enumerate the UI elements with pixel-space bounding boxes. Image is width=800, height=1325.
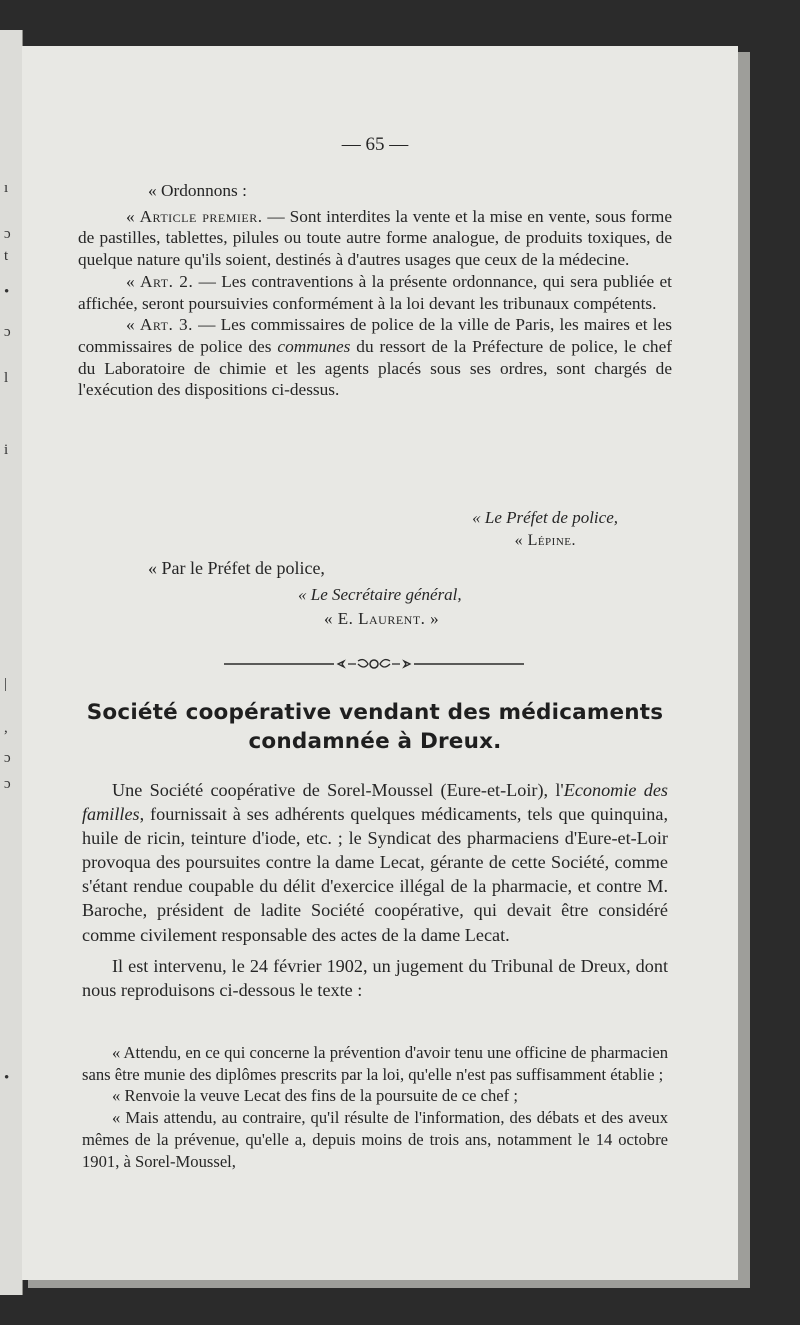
secretaire-signature-name: « E. Laurent. » <box>324 609 440 628</box>
adjacent-page-fragment: ɔ <box>4 324 11 340</box>
adjacent-page-fragment: ɔ <box>4 776 11 792</box>
article-3-text-italic: communes <box>277 336 351 356</box>
secretaire-signature-title: « Le Secrétaire général, <box>298 585 462 604</box>
body-p1-italic: Economie des familles <box>82 780 669 825</box>
article-1-label: « Article premier. <box>126 206 263 226</box>
adjacent-page-fragment: , <box>4 720 8 736</box>
body-paragraph-1 <box>82 778 668 947</box>
body-p1-text-a: Une Société coopérative de Sorel-Moussel (Eure-et-Loir), l' <box>112 780 564 800</box>
article-2-label: « Art. 2. <box>126 271 194 291</box>
article-body <box>82 778 668 1002</box>
quote-paragraph-1: « Attendu, en ce qui concerne la prévention d'avoir tenu une officine de pharmacien sans être munie des diplômes prescrits par la loi, qu'elle n'est pas suffisamment établie ; <box>82 1043 668 1084</box>
article-3-text-a: — Les commissaires de police de la ville de Paris, les maires et les commissaires de police des <box>78 315 672 356</box>
article-2-text: — Les contraventions à la présente ordonnance, qui sera publiée et affichée, seront poursuivies conformément à la loi devant les tribunaux compétents. <box>78 271 672 313</box>
article-3-label: « Art. 3. <box>126 315 193 335</box>
prefet-signature-name: « Lépine. <box>514 532 576 549</box>
ornamental-separator <box>224 654 524 674</box>
book-page <box>22 46 738 1280</box>
adjacent-page-fragment: ı <box>4 180 9 196</box>
ordinance-text <box>78 180 672 401</box>
heading-line-1: Société coopérative vendant des médicaments <box>86 700 664 725</box>
par-le-prefet-line: « Par le Préfet de police, <box>148 558 325 578</box>
adjacent-page-fragment: t <box>4 248 9 264</box>
ordinance-article-1 <box>78 206 672 271</box>
prefet-signature-title: « Le Préfet de police, <box>472 508 618 527</box>
heading-line-2: condamnée à Dreux. <box>248 729 502 754</box>
adjacent-page-fragment: • <box>4 1070 10 1086</box>
judgment-quote <box>82 1042 668 1172</box>
adjacent-page-edge <box>0 30 23 1295</box>
adjacent-page-fragment: l <box>4 370 9 386</box>
body-paragraph-2: Il est intervenu, le 24 février 1902, un jugement du Tribunal de Dreux, dont nous reproduisons ci-dessous le texte : <box>82 955 668 1000</box>
adjacent-page-fragment: • <box>4 284 10 300</box>
adjacent-page-fragment: | <box>4 676 8 692</box>
article-3-text-b: du ressort de la Préfecture de police, le chef du Laboratoire de chimie et les agents placés sous ses ordres, sont chargés de l'exécution des dispositions ci-dessus. <box>78 336 672 400</box>
quote-paragraph-2: « Renvoie la veuve Lecat des fins de la poursuite de ce chef ; <box>112 1086 518 1106</box>
page-number: — 65 — <box>341 134 409 155</box>
ordinance-intro: « Ordonnons : <box>148 181 247 200</box>
article-heading <box>78 698 672 756</box>
adjacent-page-fragment: i <box>4 442 9 458</box>
body-p1-text-b: , fournissait à ses adhérents quelques médicaments, tels que quinquina, huile de ricin, teinture d'iode, etc. ; le Syndicat des pharmaciens d'Eure-et-Loir provoqua des poursuites contre la dame Lecat, gérante de cette Société, comme s'étant rendue coupable du délit d'exercice illégal de la pharmacie, et contre M. Baroche, président de ladite Société coopérative, qui devait être considéré comme civilement responsable des actes de la dame Lecat. <box>82 804 668 945</box>
ordinance-article-3 <box>78 314 672 401</box>
adjacent-page-fragment: ɔ <box>4 750 11 766</box>
article-1-text: — Sont interdites la vente et la mise en vente, sous forme de pastilles, tablettes, pilules ou toute autre forme analogue, de produits toxiques, de quelque nature qu'ils soient, destinés à d'autres usages que ceux de la médecine. <box>78 206 672 270</box>
adjacent-page-fragment: ɔ <box>4 226 11 242</box>
ordinance-article-2 <box>78 271 672 314</box>
quote-paragraph-3: « Mais attendu, au contraire, qu'il résulte de l'information, des débats et des aveux mêmes de la prévenue, qu'elle a, depuis moins de trois ans, notamment le 14 octobre 1901, à Sorel-Moussel, <box>82 1108 668 1171</box>
